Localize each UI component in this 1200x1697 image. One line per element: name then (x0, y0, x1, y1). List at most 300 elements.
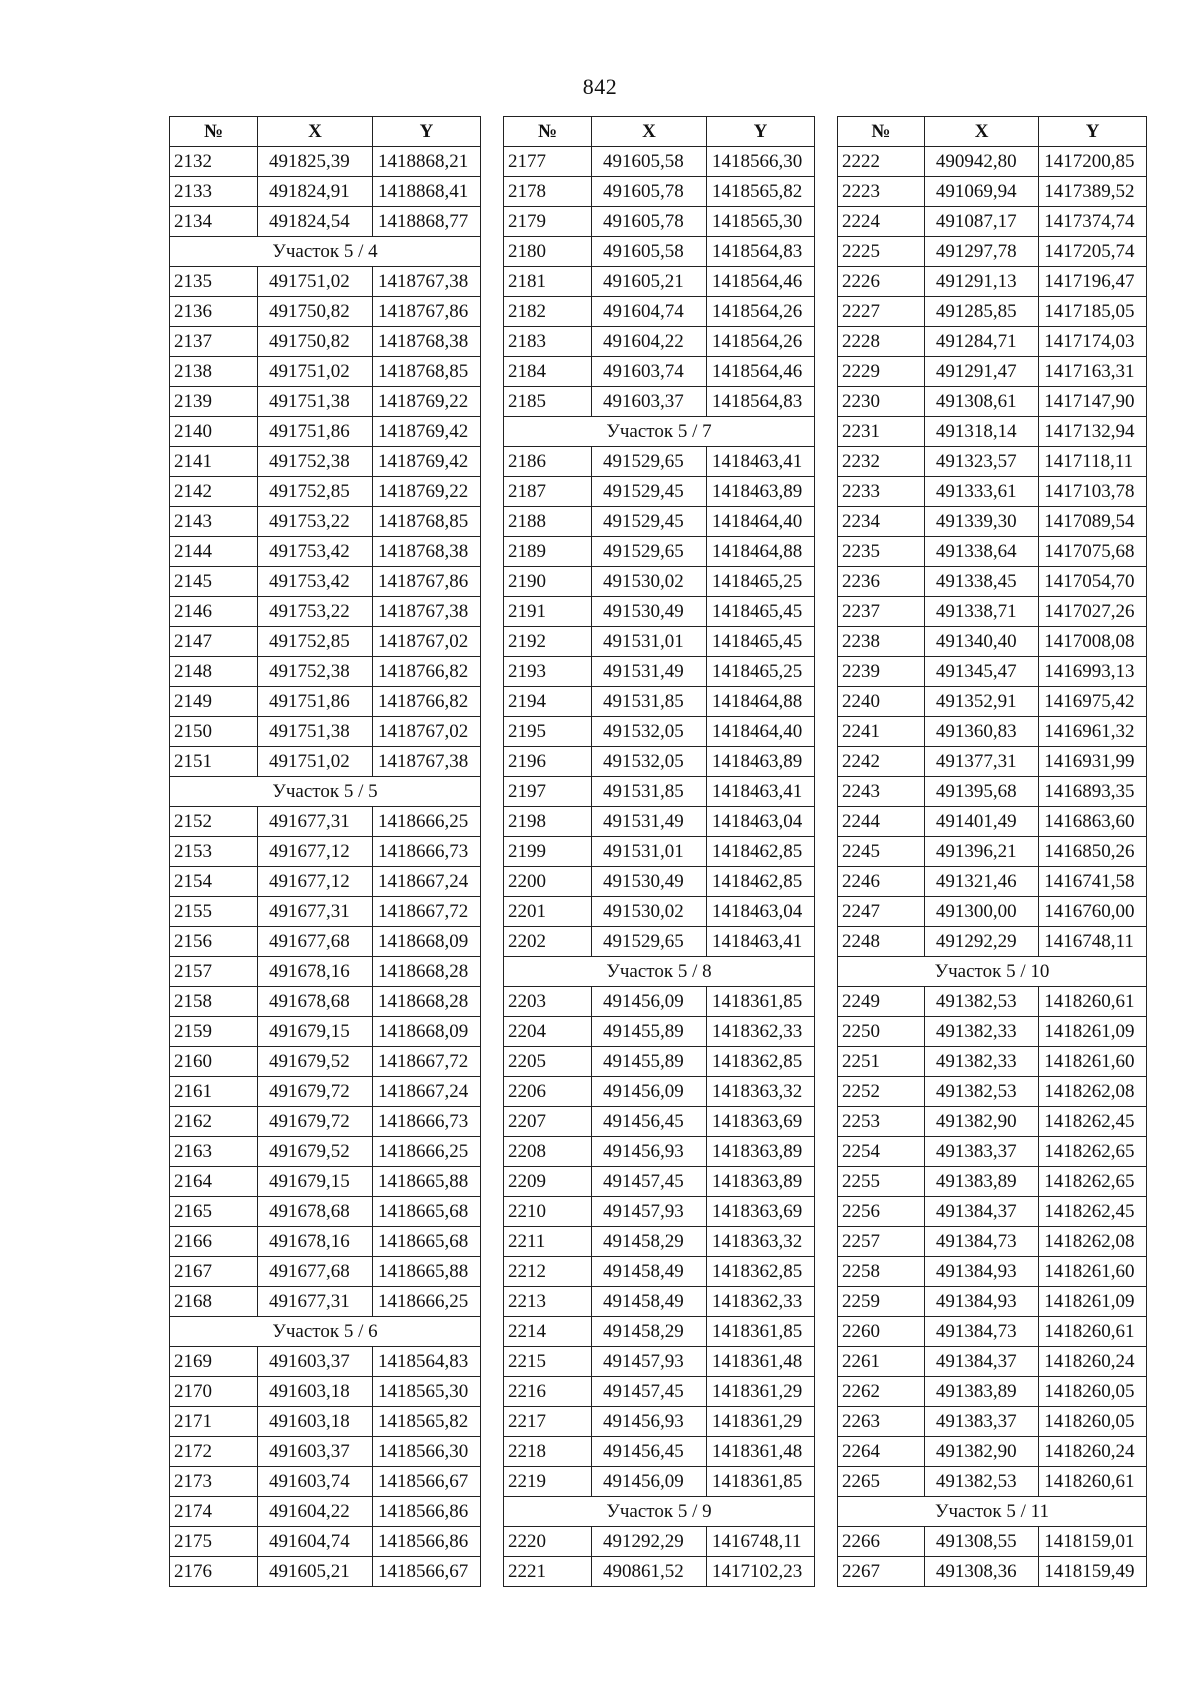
table-row (504, 1197, 815, 1227)
table-row (504, 1347, 815, 1377)
x-coordinate-cell: 491382,33 (924, 1047, 1038, 1077)
table-row (838, 1527, 1147, 1557)
y-coordinate-cell: 1418666,73 (373, 837, 481, 867)
x-coordinate-cell: 491751,02 (258, 357, 373, 387)
y-coordinate-cell: 1418261,60 (1039, 1047, 1147, 1077)
x-coordinate-cell: 491604,22 (258, 1497, 373, 1527)
y-coordinate-cell: 1418463,89 (707, 747, 815, 777)
x-coordinate-cell: 491604,22 (592, 327, 707, 357)
table-row (838, 267, 1147, 297)
table-row (170, 1527, 481, 1557)
table-row (838, 717, 1147, 747)
y-coordinate-cell: 1418463,41 (707, 927, 815, 957)
x-coordinate-cell: 491340,40 (924, 627, 1038, 657)
x-coordinate-cell: 491384,93 (924, 1257, 1038, 1287)
y-coordinate-cell: 1416850,26 (1039, 837, 1147, 867)
table-row (838, 237, 1147, 267)
x-coordinate-cell: 491458,29 (592, 1317, 707, 1347)
point-number-cell: 2150 (170, 717, 258, 747)
y-coordinate-cell: 1418261,60 (1039, 1257, 1147, 1287)
point-number-cell: 2217 (504, 1407, 592, 1437)
y-coordinate-cell: 1418361,85 (707, 1317, 815, 1347)
y-coordinate-cell: 1418361,85 (707, 1467, 815, 1497)
page-number: 842 (582, 74, 618, 99)
table-row (838, 1227, 1147, 1257)
table-row (170, 507, 481, 537)
point-number-cell: 2202 (504, 927, 592, 957)
point-number-cell: 2137 (170, 327, 258, 357)
table-row (170, 417, 481, 447)
point-number-cell: 2194 (504, 687, 592, 717)
point-number-cell: 2261 (838, 1347, 925, 1377)
y-coordinate-cell: 1418665,88 (373, 1167, 481, 1197)
point-number-cell: 2166 (170, 1227, 258, 1257)
table-row (838, 627, 1147, 657)
y-coordinate-cell: 1418566,67 (373, 1557, 481, 1587)
table-row (838, 327, 1147, 357)
table-row (504, 177, 815, 207)
point-number-cell: 2174 (170, 1497, 258, 1527)
point-number-cell: 2247 (838, 897, 925, 927)
y-coordinate-cell: 1418159,49 (1039, 1557, 1147, 1587)
point-number-cell: 2253 (838, 1107, 925, 1137)
point-number-cell: 2140 (170, 417, 258, 447)
point-number-cell: 2251 (838, 1047, 925, 1077)
y-coordinate-cell: 1418667,72 (373, 897, 481, 927)
point-number-cell: 2213 (504, 1287, 592, 1317)
y-coordinate-cell: 1418361,48 (707, 1347, 815, 1377)
x-coordinate-cell: 491383,37 (924, 1137, 1038, 1167)
point-number-cell: 2246 (838, 867, 925, 897)
point-number-cell: 2200 (504, 867, 592, 897)
point-number-cell: 2159 (170, 1017, 258, 1047)
table-row (504, 1167, 815, 1197)
y-coordinate-cell: 1418465,45 (707, 597, 815, 627)
table-row (170, 717, 481, 747)
y-coordinate-cell: 1417389,52 (1039, 177, 1147, 207)
x-coordinate-cell: 491605,78 (592, 177, 707, 207)
y-coordinate-cell: 1418666,25 (373, 1137, 481, 1167)
x-coordinate-cell: 491087,17 (924, 207, 1038, 237)
x-coordinate-cell: 491824,91 (258, 177, 373, 207)
y-coordinate-cell: 1418262,45 (1039, 1197, 1147, 1227)
x-coordinate-cell: 491532,05 (592, 747, 707, 777)
y-coordinate-cell: 1418260,61 (1039, 987, 1147, 1017)
y-coordinate-cell: 1418769,22 (373, 387, 481, 417)
table-row (838, 387, 1147, 417)
y-coordinate-cell: 1418769,22 (373, 477, 481, 507)
x-coordinate-cell: 491384,37 (924, 1347, 1038, 1377)
point-number-cell: 2165 (170, 1197, 258, 1227)
y-coordinate-cell: 1418766,82 (373, 687, 481, 717)
point-number-cell: 2198 (504, 807, 592, 837)
point-number-cell: 2203 (504, 987, 592, 1017)
table-row (504, 1077, 815, 1107)
x-coordinate-cell: 491457,45 (592, 1377, 707, 1407)
y-coordinate-cell: 1417163,31 (1039, 357, 1147, 387)
y-coordinate-cell: 1418668,09 (373, 927, 481, 957)
header-number: № (170, 117, 258, 147)
y-coordinate-cell: 1416931,99 (1039, 747, 1147, 777)
table-row (838, 1077, 1147, 1107)
table-row (838, 1467, 1147, 1497)
y-coordinate-cell: 1416748,11 (1039, 927, 1147, 957)
y-coordinate-cell: 1418768,38 (373, 327, 481, 357)
x-coordinate-cell: 491603,18 (258, 1377, 373, 1407)
point-number-cell: 2169 (170, 1347, 258, 1377)
point-number-cell: 2234 (838, 507, 925, 537)
point-number-cell: 2266 (838, 1527, 925, 1557)
point-number-cell: 2161 (170, 1077, 258, 1107)
x-coordinate-cell: 491677,68 (258, 1257, 373, 1287)
table-row (504, 207, 815, 237)
x-coordinate-cell: 491605,21 (258, 1557, 373, 1587)
x-coordinate-cell: 491678,16 (258, 1227, 373, 1257)
y-coordinate-cell: 1418363,32 (707, 1227, 815, 1257)
point-number-cell: 2188 (504, 507, 592, 537)
table-row (504, 1047, 815, 1077)
y-coordinate-cell: 1418769,42 (373, 447, 481, 477)
y-coordinate-cell: 1418463,04 (707, 807, 815, 837)
point-number-cell: 2214 (504, 1317, 592, 1347)
y-coordinate-cell: 1418363,69 (707, 1107, 815, 1137)
point-number-cell: 2267 (838, 1557, 925, 1587)
table-row (504, 1317, 815, 1347)
point-number-cell: 2199 (504, 837, 592, 867)
y-coordinate-cell: 1418260,61 (1039, 1467, 1147, 1497)
x-coordinate-cell: 491677,12 (258, 867, 373, 897)
section-title: Участок 5 / 9 (504, 1497, 815, 1527)
y-coordinate-cell: 1417102,23 (707, 1557, 815, 1587)
x-coordinate-cell: 491297,78 (924, 237, 1038, 267)
table-row (838, 147, 1147, 177)
x-coordinate-cell: 491308,55 (924, 1527, 1038, 1557)
y-coordinate-cell: 1418667,72 (373, 1047, 481, 1077)
table-row (504, 747, 815, 777)
x-coordinate-cell: 491395,68 (924, 777, 1038, 807)
x-coordinate-cell: 491751,02 (258, 267, 373, 297)
point-number-cell: 2255 (838, 1167, 925, 1197)
table-row (170, 657, 481, 687)
table-row (170, 1017, 481, 1047)
x-coordinate-cell: 491678,68 (258, 987, 373, 1017)
point-number-cell: 2252 (838, 1077, 925, 1107)
x-coordinate-cell: 491458,49 (592, 1257, 707, 1287)
x-coordinate-cell: 491751,86 (258, 417, 373, 447)
y-coordinate-cell: 1418666,25 (373, 1287, 481, 1317)
table-row (170, 957, 481, 987)
table-row (838, 1287, 1147, 1317)
point-number-cell: 2146 (170, 597, 258, 627)
y-coordinate-cell: 1418566,67 (373, 1467, 481, 1497)
table-row (170, 837, 481, 867)
x-coordinate-cell: 491679,52 (258, 1047, 373, 1077)
x-coordinate-cell: 491752,38 (258, 447, 373, 477)
table-row (170, 1047, 481, 1077)
point-number-cell: 2224 (838, 207, 925, 237)
x-coordinate-cell: 491530,49 (592, 597, 707, 627)
table-row (838, 477, 1147, 507)
x-coordinate-cell: 491531,49 (592, 657, 707, 687)
point-number-cell: 2184 (504, 357, 592, 387)
point-number-cell: 2210 (504, 1197, 592, 1227)
section-title: Участок 5 / 7 (504, 417, 815, 447)
x-coordinate-cell: 491382,90 (924, 1437, 1038, 1467)
y-coordinate-cell: 1418262,65 (1039, 1167, 1147, 1197)
y-coordinate-cell: 1418361,29 (707, 1377, 815, 1407)
table-row (838, 837, 1147, 867)
x-coordinate-cell: 491284,71 (924, 327, 1038, 357)
y-coordinate-cell: 1418666,25 (373, 807, 481, 837)
y-coordinate-cell: 1418159,01 (1039, 1527, 1147, 1557)
point-number-cell: 2236 (838, 567, 925, 597)
y-coordinate-cell: 1418262,65 (1039, 1137, 1147, 1167)
table-row (504, 1407, 815, 1437)
table-row (504, 357, 815, 387)
point-number-cell: 2191 (504, 597, 592, 627)
table-row (504, 627, 815, 657)
x-coordinate-cell: 491752,85 (258, 477, 373, 507)
x-coordinate-cell: 491750,82 (258, 327, 373, 357)
coordinate-table-2 (503, 116, 815, 1587)
table-row (838, 867, 1147, 897)
table-row (838, 1137, 1147, 1167)
y-coordinate-cell: 1416741,58 (1039, 867, 1147, 897)
table-row (170, 897, 481, 927)
section-title: Участок 5 / 10 (838, 957, 1147, 987)
table-row (170, 1437, 481, 1467)
x-coordinate-cell: 491384,93 (924, 1287, 1038, 1317)
coordinate-table-1 (169, 116, 481, 1587)
x-coordinate-cell: 491753,42 (258, 567, 373, 597)
x-coordinate-cell: 491825,39 (258, 147, 373, 177)
y-coordinate-cell: 1418564,46 (707, 267, 815, 297)
point-number-cell: 2248 (838, 927, 925, 957)
point-number-cell: 2181 (504, 267, 592, 297)
x-coordinate-cell: 491338,71 (924, 597, 1038, 627)
table-row (170, 207, 481, 237)
x-coordinate-cell: 491352,91 (924, 687, 1038, 717)
table-row (170, 1077, 481, 1107)
table-row (838, 897, 1147, 927)
x-coordinate-cell: 491529,65 (592, 927, 707, 957)
point-number-cell: 2219 (504, 1467, 592, 1497)
y-coordinate-cell: 1418465,25 (707, 567, 815, 597)
y-coordinate-cell: 1417132,94 (1039, 417, 1147, 447)
point-number-cell: 2151 (170, 747, 258, 777)
table-row (838, 177, 1147, 207)
y-coordinate-cell: 1416893,35 (1039, 777, 1147, 807)
table-row (504, 1227, 815, 1257)
y-coordinate-cell: 1418362,85 (707, 1257, 815, 1287)
table-row (170, 1227, 481, 1257)
point-number-cell: 2157 (170, 957, 258, 987)
x-coordinate-cell: 491360,83 (924, 717, 1038, 747)
x-coordinate-cell: 491678,16 (258, 957, 373, 987)
table-row (838, 777, 1147, 807)
x-coordinate-cell: 491396,21 (924, 837, 1038, 867)
x-coordinate-cell: 491456,09 (592, 987, 707, 1017)
table-row (504, 477, 815, 507)
x-coordinate-cell: 491383,37 (924, 1407, 1038, 1437)
y-coordinate-cell: 1418564,26 (707, 297, 815, 327)
section-row (170, 777, 481, 807)
point-number-cell: 2204 (504, 1017, 592, 1047)
section-title: Участок 5 / 6 (170, 1317, 481, 1347)
table-row (170, 1557, 481, 1587)
x-coordinate-cell: 491679,15 (258, 1017, 373, 1047)
point-number-cell: 2175 (170, 1527, 258, 1557)
y-coordinate-cell: 1418564,83 (373, 1347, 481, 1377)
x-coordinate-cell: 491753,42 (258, 537, 373, 567)
x-coordinate-cell: 491321,46 (924, 867, 1038, 897)
x-coordinate-cell: 491603,37 (258, 1437, 373, 1467)
x-coordinate-cell: 491532,05 (592, 717, 707, 747)
table-row (170, 477, 481, 507)
x-coordinate-cell: 491382,53 (924, 1077, 1038, 1107)
y-coordinate-cell: 1416760,00 (1039, 897, 1147, 927)
table-row (838, 537, 1147, 567)
y-coordinate-cell: 1418767,02 (373, 627, 481, 657)
point-number-cell: 2132 (170, 147, 258, 177)
section-title: Участок 5 / 11 (838, 1497, 1147, 1527)
x-coordinate-cell: 491677,68 (258, 927, 373, 957)
y-coordinate-cell: 1418463,41 (707, 777, 815, 807)
y-coordinate-cell: 1418564,26 (707, 327, 815, 357)
x-coordinate-cell: 491308,61 (924, 387, 1038, 417)
section-title: Участок 5 / 4 (170, 237, 481, 267)
x-coordinate-cell: 491456,09 (592, 1467, 707, 1497)
table-row (504, 1557, 815, 1587)
y-coordinate-cell: 1418262,45 (1039, 1107, 1147, 1137)
x-coordinate-cell: 491338,64 (924, 537, 1038, 567)
point-number-cell: 2242 (838, 747, 925, 777)
table-row (170, 747, 481, 777)
table-row (170, 1167, 481, 1197)
point-number-cell: 2152 (170, 807, 258, 837)
table-row (504, 1257, 815, 1287)
y-coordinate-cell: 1418465,45 (707, 627, 815, 657)
x-coordinate-cell: 491339,30 (924, 507, 1038, 537)
point-number-cell: 2207 (504, 1107, 592, 1137)
point-number-cell: 2142 (170, 477, 258, 507)
table-row (838, 1257, 1147, 1287)
y-coordinate-cell: 1417174,03 (1039, 327, 1147, 357)
point-number-cell: 2170 (170, 1377, 258, 1407)
x-coordinate-cell: 491457,93 (592, 1197, 707, 1227)
y-coordinate-cell: 1418464,88 (707, 687, 815, 717)
point-number-cell: 2212 (504, 1257, 592, 1287)
y-coordinate-cell: 1417075,68 (1039, 537, 1147, 567)
y-coordinate-cell: 1418665,88 (373, 1257, 481, 1287)
point-number-cell: 2145 (170, 567, 258, 597)
table-row (504, 237, 815, 267)
y-coordinate-cell: 1418767,38 (373, 267, 481, 297)
y-coordinate-cell: 1418668,28 (373, 957, 481, 987)
x-coordinate-cell: 491531,85 (592, 687, 707, 717)
point-number-cell: 2208 (504, 1137, 592, 1167)
point-number-cell: 2185 (504, 387, 592, 417)
x-coordinate-cell: 491678,68 (258, 1197, 373, 1227)
table-row (838, 1197, 1147, 1227)
x-coordinate-cell: 491604,74 (258, 1527, 373, 1557)
table-header-row (170, 117, 481, 147)
x-coordinate-cell: 491530,02 (592, 567, 707, 597)
table-row (504, 1467, 815, 1497)
point-number-cell: 2232 (838, 447, 925, 477)
table-row (170, 327, 481, 357)
point-number-cell: 2192 (504, 627, 592, 657)
point-number-cell: 2226 (838, 267, 925, 297)
point-number-cell: 2139 (170, 387, 258, 417)
point-number-cell: 2223 (838, 177, 925, 207)
point-number-cell: 2189 (504, 537, 592, 567)
table-row (170, 537, 481, 567)
y-coordinate-cell: 1418767,86 (373, 297, 481, 327)
table-row (838, 597, 1147, 627)
x-coordinate-cell: 491377,31 (924, 747, 1038, 777)
point-number-cell: 2262 (838, 1377, 925, 1407)
x-coordinate-cell: 491530,49 (592, 867, 707, 897)
point-number-cell: 2227 (838, 297, 925, 327)
y-coordinate-cell: 1418463,41 (707, 447, 815, 477)
x-coordinate-cell: 491455,89 (592, 1017, 707, 1047)
table-row (838, 1407, 1147, 1437)
x-coordinate-cell: 491751,38 (258, 387, 373, 417)
y-coordinate-cell: 1418566,86 (373, 1497, 481, 1527)
table-row (838, 297, 1147, 327)
y-coordinate-cell: 1418767,38 (373, 597, 481, 627)
point-number-cell: 2222 (838, 147, 925, 177)
y-coordinate-cell: 1418463,04 (707, 897, 815, 927)
table-row (838, 357, 1147, 387)
x-coordinate-cell: 491824,54 (258, 207, 373, 237)
table-row (838, 1557, 1147, 1587)
y-coordinate-cell: 1418667,24 (373, 867, 481, 897)
table-row (504, 147, 815, 177)
table-row (504, 297, 815, 327)
point-number-cell: 2149 (170, 687, 258, 717)
y-coordinate-cell: 1418665,68 (373, 1197, 481, 1227)
x-coordinate-cell: 491292,29 (924, 927, 1038, 957)
point-number-cell: 2154 (170, 867, 258, 897)
y-coordinate-cell: 1417103,78 (1039, 477, 1147, 507)
x-coordinate-cell: 491458,29 (592, 1227, 707, 1257)
x-coordinate-cell: 491677,31 (258, 807, 373, 837)
y-coordinate-cell: 1418767,86 (373, 567, 481, 597)
point-number-cell: 2215 (504, 1347, 592, 1377)
x-coordinate-cell: 491531,01 (592, 627, 707, 657)
y-coordinate-cell: 1418564,83 (707, 237, 815, 267)
x-coordinate-cell: 491383,89 (924, 1167, 1038, 1197)
point-number-cell: 2156 (170, 927, 258, 957)
point-number-cell: 2186 (504, 447, 592, 477)
y-coordinate-cell: 1417054,70 (1039, 567, 1147, 597)
point-number-cell: 2148 (170, 657, 258, 687)
table-row (170, 1107, 481, 1137)
point-number-cell: 2193 (504, 657, 592, 687)
y-coordinate-cell: 1418666,73 (373, 1107, 481, 1137)
point-number-cell: 2196 (504, 747, 592, 777)
y-coordinate-cell: 1418767,02 (373, 717, 481, 747)
y-coordinate-cell: 1418260,24 (1039, 1437, 1147, 1467)
point-number-cell: 2172 (170, 1437, 258, 1467)
x-coordinate-cell: 491531,85 (592, 777, 707, 807)
x-coordinate-cell: 491384,73 (924, 1227, 1038, 1257)
section-row (170, 237, 481, 267)
point-number-cell: 2179 (504, 207, 592, 237)
table-row (838, 1437, 1147, 1467)
